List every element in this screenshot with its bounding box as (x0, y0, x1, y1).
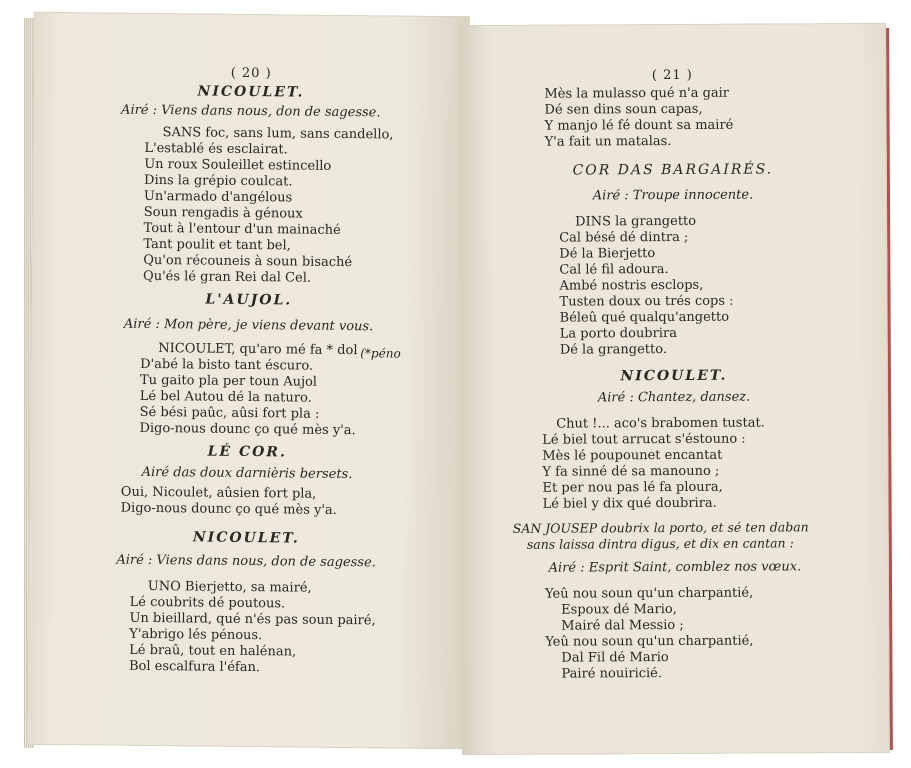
aire-line: Airé das doux darnièris bersets. (141, 464, 353, 483)
verse-line: DINS la grangetto (575, 213, 697, 230)
section-heading: LÉ COR. (207, 443, 287, 461)
aire-line: Airé : Viens dans nous, don de sagesse. (116, 552, 376, 571)
verse-line: Tusten doux ou trés cops : (559, 293, 734, 310)
verse-line: Y'a fait un matalas. (544, 134, 672, 150)
verse-line: Y'abrigo lés pénous. (129, 626, 263, 644)
verse-line: Un'armado d'angélous (143, 188, 293, 206)
aire-line: Airé : Chantez, dansez. (597, 389, 751, 406)
verse-line: Dé la grangetto. (559, 342, 667, 358)
verse-line: Espoux dé Mario, (561, 601, 677, 618)
page-number: ( 21 ) (651, 67, 693, 84)
aire-line: Airé : Esprit Saint, comblez nos vœux. (548, 559, 802, 576)
verse-line: Mairé dal Messio ; (561, 617, 684, 634)
verse-line: Tant poulit et tant bel, (143, 236, 291, 254)
right-page (458, 23, 890, 755)
verse-line: Qu'és lé gran Rei dal Cel. (143, 268, 312, 286)
verse-line: Qu'on récouneis à soun bisaché (143, 252, 353, 271)
verse-line: Cal bésé dé dintra ; (559, 229, 689, 246)
section-heading: NICOULET. (197, 83, 305, 101)
verse-line: Tu gaito pla per toun Aujol (139, 372, 318, 390)
verse-line: Y manjo lé fé dount sa mairé (544, 117, 734, 134)
verse-line: SANS foc, sans lum, sans candello, (162, 125, 394, 143)
verse-line: Oui, Nicoulet, aûsien fort pla, (120, 484, 317, 502)
verse-line: Dins la grépio coulcat. (144, 172, 293, 190)
verse-line: La porto doubrira (559, 325, 677, 342)
verse-line: Et per nou pas lé fa ploura, (542, 479, 723, 496)
left-page (26, 12, 470, 750)
footnote-mark: (*péno (360, 346, 401, 361)
verse-line: D'abé la bisto tant éscuro. (140, 356, 314, 374)
verse-line: UNO Bierjetto, sa mairé, (147, 578, 312, 596)
verse-line: Béleû qué qualqu'angetto (559, 309, 730, 326)
verse-line: Tout à l'entour d'un mainaché (143, 220, 341, 238)
verse-line: Dé sen dins soun capas, (544, 101, 703, 118)
verse-line: Lé bel Autou dé la naturo. (139, 388, 312, 406)
stage-direction: sans laissa dintra digus, et dix en cantan : (526, 535, 794, 552)
verse-line: Lé braû, tout en halénan, (129, 642, 297, 660)
section-heading: L'AUJOL. (205, 291, 293, 309)
verse-line: Yeû nou soun qu'un charpantié, (545, 585, 754, 602)
verse-line: Dé la Bierjetto (559, 246, 656, 262)
verse-line: Lé biel y dix qué doubrira. (542, 495, 717, 512)
verse-line: Un bieillard, qué n'és pas soun pairé, (129, 610, 376, 629)
verse-line: Digo-nous dounc ço qué mès y'a. (139, 420, 356, 439)
verse-line: Chut !... aco's brabomen tustat. (556, 415, 765, 432)
aire-line: Airé : Mon père, je viens devant vous. (123, 316, 374, 335)
verse-line: NICOULET, qu'aro mé fa * dol (158, 341, 358, 359)
verse-line: Mès lé poupounet encantat (542, 447, 723, 464)
verse-line: Dal Fil dé Mario (561, 650, 669, 666)
section-heading: NICOULET. (620, 367, 728, 385)
verse-line: Y fa sinné dé sa manouno ; (542, 463, 720, 480)
verse-line: Un roux Souleillet estincello (144, 156, 332, 174)
verse-line: Sé bési paûc, aûsi fort pla : (139, 404, 320, 422)
verse-line: Digo-nous dounc ço qué mès y'a. (120, 500, 337, 518)
aire-line: Airé : Viens dans nous, don de sagesse. (121, 102, 381, 121)
verse-line: Mès la mulasso qué n'a gair (544, 85, 730, 102)
verse-line: Lé biel tout arrucat s'éstouno : (542, 431, 746, 448)
verse-line: Yeû nou soun qu'un charpantié, (545, 633, 754, 650)
verse-line: Pairé nouiricié. (561, 666, 663, 682)
section-heading: NICOULET. (192, 529, 300, 547)
page-number: ( 20 ) (230, 65, 272, 82)
verse-line: Lé coubrits dé poutous. (129, 594, 286, 612)
verse-line: Cal lé fil adoura. (559, 262, 669, 278)
aire-line: Airé : Troupe innocente. (592, 187, 754, 204)
verse-line: Bol escalfura l'éfan. (128, 658, 261, 676)
stage-direction: SAN JOUSEP doubrix la porto, et sé ten daban (512, 519, 809, 536)
verse-line: Soun rengadis à génoux (143, 204, 303, 222)
verse-line: L'establé és esclairat. (144, 140, 288, 158)
verse-line: Ambé nostris esclops, (559, 277, 704, 294)
section-heading: COR DAS BARGAIRÉS. (572, 161, 774, 179)
